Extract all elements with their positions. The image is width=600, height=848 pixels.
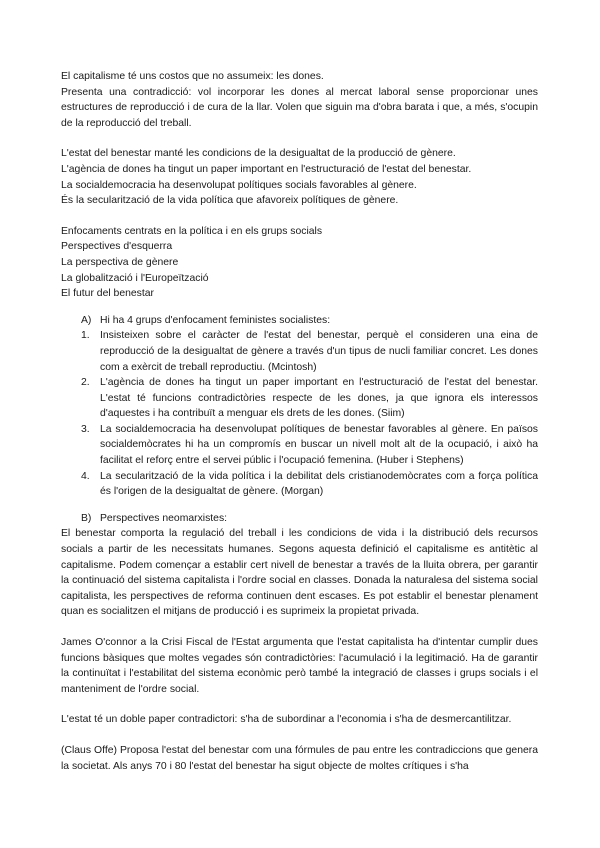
feminist-approaches-list [81,328,538,500]
list-item-text: Insisteixen sobre el caràcter de l'estat del benestar, perquè el consideren una eina de reproducció de la desigualtat de gènere a través d'un tipus de nucli familiar concret. Les dones com a exèrcit de treball reproductiu. (Mcintosh) [100,330,538,373]
list-item-text: L'agència de dones ha tingut un paper important en l'estructuració de l'estat del benestar. L'estat té funcions contradictòries respecte de les dones, ja que ignora els interessos d'aquestes i ha contribuït a menguar els drets de les dones. (Siim) [100,377,538,420]
paragraph-double-role: L'estat té un doble paper contradictori: s'ha de subordinar a l'economia i s'ha de desmercantilitzar. [61,714,512,726]
list-item [81,328,538,375]
paragraph-oconnor: James O'connor a la Crisi Fiscal de l'Estat argumenta que l'estat capitalista ha d'intentar cumplir dues funcions bàsiques que moltes vegades són contradictòries: l'acumulació i la legitimació. Ha de garantir la continuïtat i l'estabilitat del sistema econòmic però també la integració de classes i grups socials i el manteniment de l'ordre social. [61,637,538,695]
intro-paragraph: Presenta una contradicció: vol incorporar les dones al mercat laboral sense proporcionar unes estructures de reproducció i de cura de la llar. Volen que siguin ma d'obra barata i que, a més, s'ocupin de la reproducció del treball. [61,86,538,129]
paragraph-offe: (Claus Offe) Proposa l'estat del benestar com una fórmules de pau entre les contradiccions que genera la societat. Als anys 70 i 80 l'estat del benestar ha sigut objecte de moltes crítiques i s'ha [61,744,538,772]
list-item [81,422,538,469]
topic-line: Perspectives d'esquerra [61,241,173,253]
section-b-heading [81,511,538,527]
statement-line: L'estat del benestar manté les condicions de la desigualtat de la producció de gènere. [61,148,456,160]
section-a-label: A) [81,314,92,326]
list-item-number: 2. [81,377,90,389]
list-item-number: 3. [81,423,90,435]
list-item-text: La secularització de la vida política i la debilitat dels cristianodemòcrates com a força política és l'origen de la desigualtat de gènere. (Morgan) [100,470,538,498]
section-b-title: Perspectives neomarxistes: [100,512,228,524]
section-a-title: Hi ha 4 grups d'enfocament feministes socialistes: [100,314,331,326]
statement-line: La socialdemocracia ha desenvolupat polítiques socials favorables al gènere. [61,179,417,191]
list-item-number: 1. [81,330,90,342]
statements-block [61,146,538,208]
intro-line: El capitalisme té uns costos que no assumeix: les dones. [61,71,324,82]
statement-line: L'agència de dones ha tingut un paper important en l'estructuració de l'estat del benestar. [61,163,472,175]
topic-line: El futur del benestar [61,288,154,300]
topic-line: La perspectiva de gènere [61,256,179,268]
topic-line: La globalització i l'Europeïtzació [61,272,209,284]
list-item [81,375,538,422]
topics-block [61,224,538,302]
topic-line: Enfocaments centrats en la política i en els grups socials [61,225,323,237]
list-item [81,469,538,500]
list-item-number: 4. [81,470,90,482]
list-item-text: La socialdemocracia ha desenvolupat polítiques de benestar favorables al gènere. En països socialdemòcrates hi ha un compromís en buscar un nivell molt alt de la ocupació, i això ha facilitat el reforç entre el servei públic i l'ocupació femenina. (Huber i Stephens) [100,423,538,467]
statement-line: És la secularització de la vida política que afavoreix polítiques de gènere. [61,195,399,207]
section-b-body: El benestar comporta la regulació del treball i les condicions de vida i la distribució dels recursos socials a partir de les necessitats humanes. Segons aquesta definició el capitalisme es antitètic al capitalisme. Podem començar a establir cert nivell de benestar a través de la lluita obrera, per garantir la continuació del sistema capitalista i l'ordre social en classes. Donada la naturalesa del sistema social capitalista, les perspectives de reforma continuen dent escases. Es pot establir el benestar plenament quan es socialitzen el mitjans de producció i es suprimeix la propietat privada. [61,528,538,618]
section-b-label: B) [81,512,92,524]
section-a-heading [81,313,538,329]
